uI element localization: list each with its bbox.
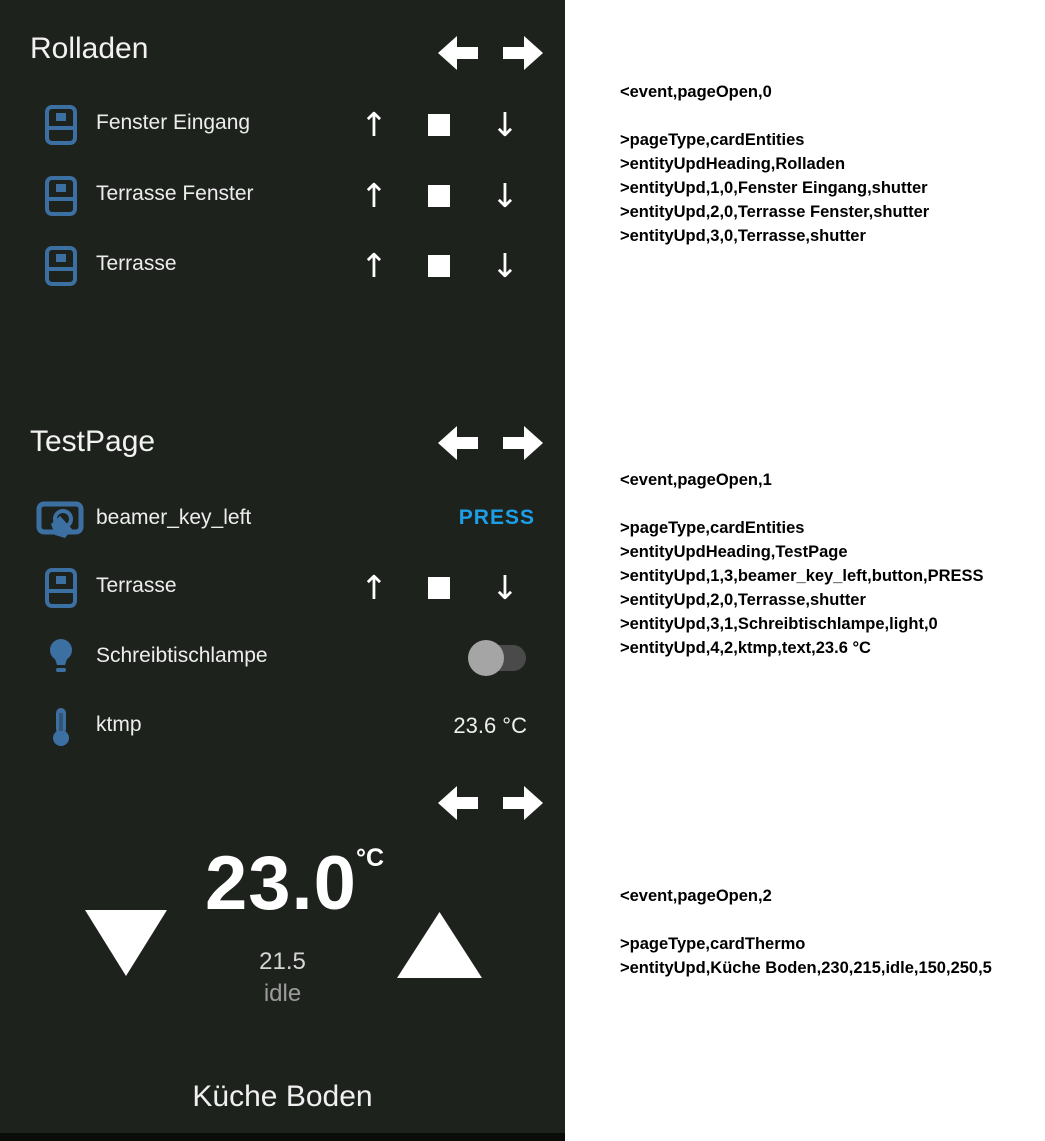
- log-line: >pageType,cardEntities: [620, 519, 805, 537]
- arrow-left-icon: [438, 426, 478, 460]
- next-page-button[interactable]: [503, 36, 543, 70]
- shutter-down-button[interactable]: ↓: [491, 246, 519, 285]
- prev-page-button[interactable]: [438, 786, 478, 820]
- entity-label: Terrasse: [96, 574, 177, 597]
- arrow-right-icon: [503, 786, 543, 820]
- log-line: >entityUpdHeading,Rolladen: [620, 155, 846, 173]
- shutter-stop-button[interactable]: [428, 255, 450, 277]
- log-line: >entityUpd,2,0,Terrasse Fenster,shutter: [620, 203, 930, 221]
- shutter-up-button[interactable]: ↑: [360, 105, 388, 144]
- entity-row: [0, 103, 565, 147]
- shutter-down-button[interactable]: ↓: [491, 568, 519, 607]
- log-line: [620, 908, 992, 932]
- thermometer-icon: [52, 707, 70, 747]
- entity-row: [0, 244, 565, 288]
- entity-row: [0, 705, 565, 749]
- log-line: <event,pageOpen,2: [620, 887, 772, 905]
- target-temperature: 21.5: [259, 948, 306, 975]
- log-line: >entityUpd,Küche Boden,230,215,idle,150,250,5: [620, 959, 992, 977]
- arrow-left-icon: [438, 786, 478, 820]
- arrow-right-icon: [503, 426, 543, 460]
- entity-label: Terrasse Fenster: [96, 182, 254, 205]
- log-line: [620, 104, 929, 128]
- thermostat-name: Küche Boden: [192, 1080, 373, 1113]
- page-title: TestPage: [30, 425, 156, 458]
- log-line: >entityUpd,1,0,Fenster Eingang,shutter: [620, 179, 928, 197]
- gesture-tap-button-icon: [36, 500, 84, 544]
- log-line: >entityUpd,4,2,ktmp,text,23.6 °C: [620, 639, 871, 657]
- log-line: >entityUpd,1,3,beamer_key_left,button,PRESS: [620, 567, 984, 585]
- shutter-down-button[interactable]: ↓: [491, 105, 519, 144]
- log-line: <event,pageOpen,1: [620, 471, 772, 489]
- arrow-left-icon: [438, 36, 478, 70]
- shutter-stop-button[interactable]: [428, 114, 450, 136]
- shutter-up-button[interactable]: ↑: [360, 246, 388, 285]
- shutter-stop-button[interactable]: [428, 185, 450, 207]
- window-shutter-icon: [45, 246, 77, 286]
- entity-label: beamer_key_left: [96, 506, 252, 529]
- entity-row: [0, 498, 565, 542]
- log-line: >pageType,cardEntities: [620, 131, 805, 149]
- current-temperature: 23.0: [205, 841, 357, 926]
- entity-label: Schreibtischlampe: [96, 644, 268, 667]
- entity-label: ktmp: [96, 713, 142, 736]
- shutter-stop-button[interactable]: [428, 577, 450, 599]
- shutter-up-button[interactable]: ↑: [360, 568, 388, 607]
- window-shutter-icon: [45, 568, 77, 608]
- sensor-value: 23.6 °C: [453, 713, 527, 738]
- entity-label: Terrasse: [96, 252, 177, 275]
- hvac-state: idle: [263, 980, 302, 1007]
- next-page-button[interactable]: [503, 786, 543, 820]
- entity-row: [0, 636, 565, 680]
- log-line: [620, 492, 984, 516]
- log-line: >pageType,cardThermo: [620, 935, 806, 953]
- protocol-log-page2: [620, 884, 992, 980]
- light-bulb-icon: [47, 638, 75, 676]
- window-shutter-icon: [45, 105, 77, 145]
- protocol-log-page0: [620, 80, 929, 248]
- window-shutter-icon: [45, 176, 77, 216]
- log-line: >entityUpd,3,1,Schreibtischlampe,light,0: [620, 615, 938, 633]
- panel-bottom-edge: [0, 1133, 565, 1141]
- log-line: >entityUpd,3,0,Terrasse,shutter: [620, 227, 866, 245]
- entity-label: Fenster Eingang: [96, 111, 251, 134]
- press-button[interactable]: PRESS: [458, 506, 535, 529]
- shutter-down-button[interactable]: ↓: [491, 176, 519, 215]
- entity-row: [0, 566, 565, 610]
- log-line: >entityUpdHeading,TestPage: [620, 543, 848, 561]
- toggle-knob: [468, 640, 504, 676]
- protocol-log-page1: [620, 468, 984, 660]
- temperature-unit: °C: [356, 844, 385, 872]
- log-line: >entityUpd,2,0,Terrasse,shutter: [620, 591, 866, 609]
- next-page-button[interactable]: [503, 426, 543, 460]
- arrow-right-icon: [503, 36, 543, 70]
- entity-row: [0, 174, 565, 218]
- light-toggle-switch[interactable]: [468, 640, 526, 676]
- prev-page-button[interactable]: [438, 426, 478, 460]
- prev-page-button[interactable]: [438, 36, 478, 70]
- shutter-up-button[interactable]: ↑: [360, 176, 388, 215]
- log-line: <event,pageOpen,0: [620, 83, 772, 101]
- page-title: Rolladen: [30, 32, 149, 65]
